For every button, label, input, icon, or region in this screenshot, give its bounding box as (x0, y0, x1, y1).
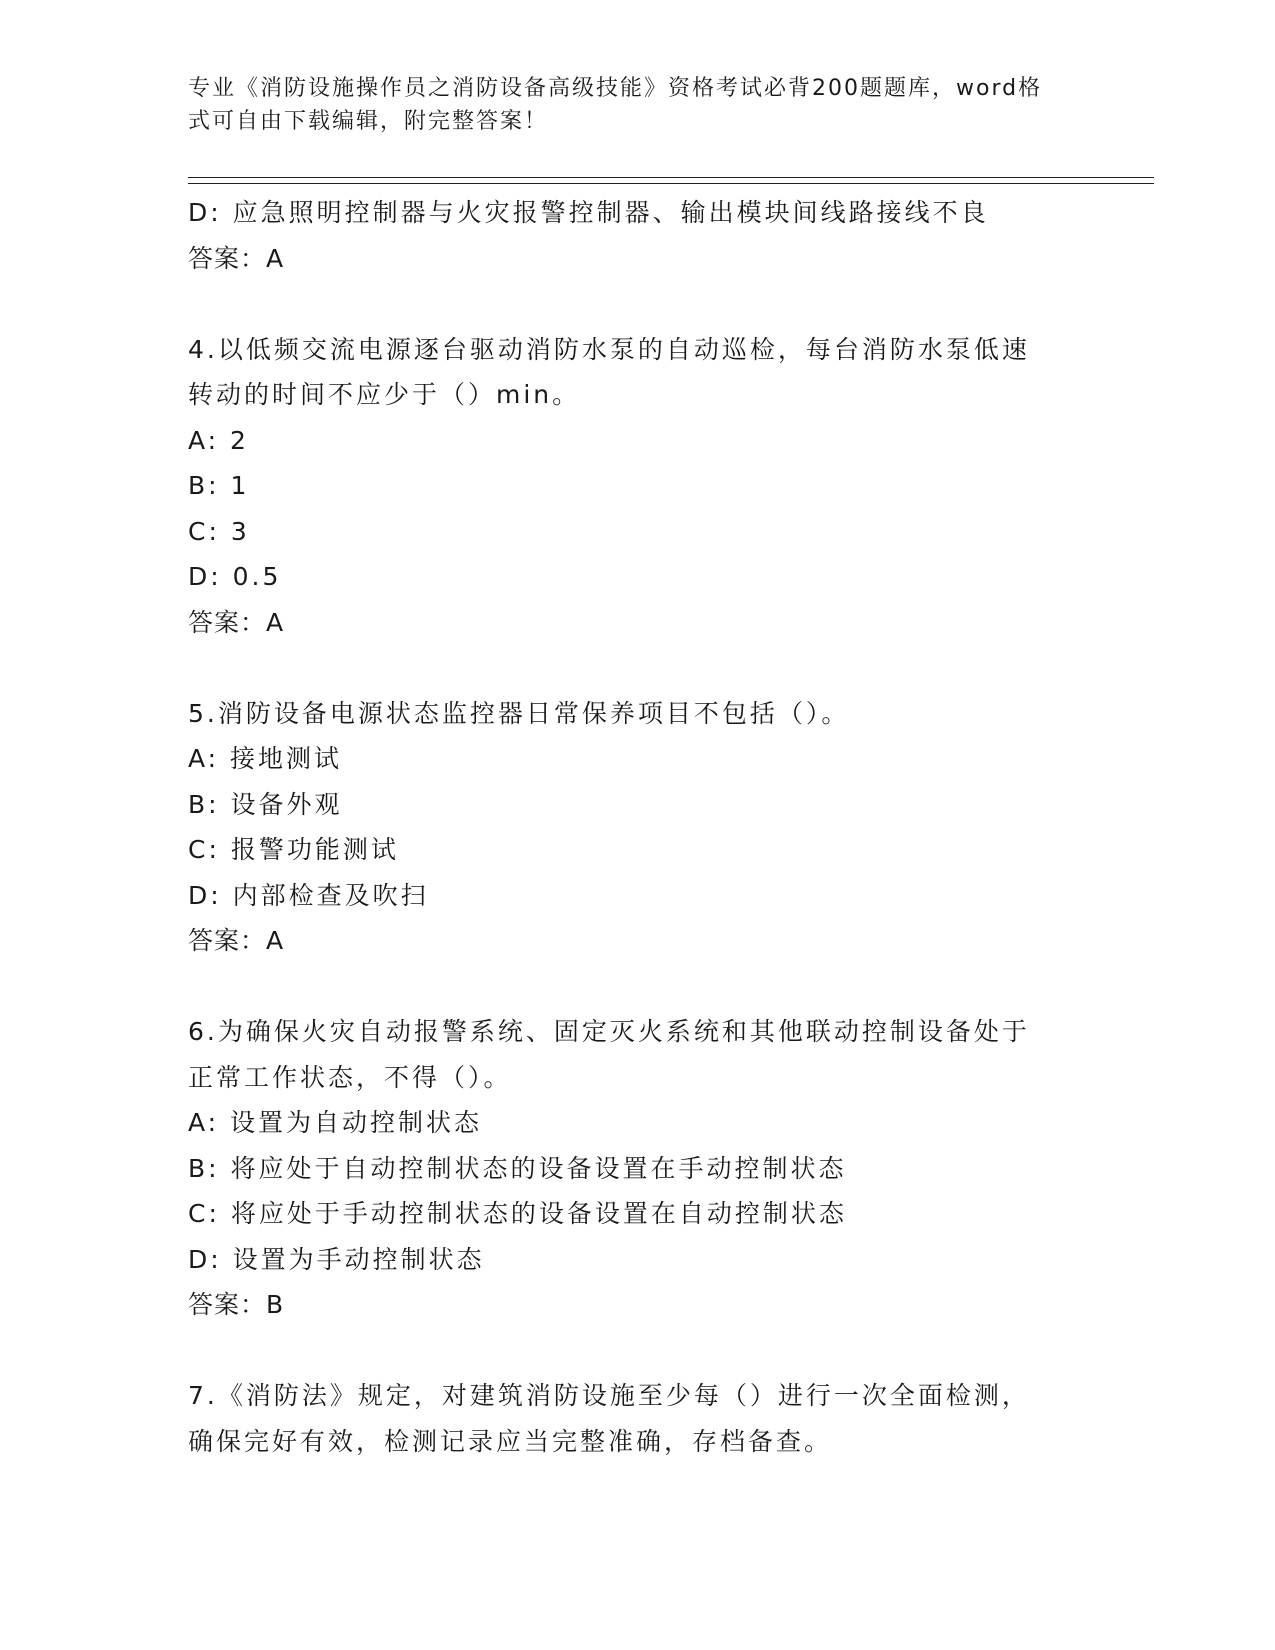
header-line-1: 专业《消防设施操作员之消防设备高级技能》资格考试必背200题题库，word格 (188, 76, 1043, 101)
option-a: A: 2 (188, 425, 249, 455)
option-b: B: 将应处于自动控制状态的设备设置在手动控制状态 (188, 1153, 847, 1183)
answer-line: 答案：A (188, 926, 285, 955)
spacer (188, 645, 1068, 691)
question-stem: 5.消防设备电源状态监控器日常保养项目不包括（）。 (188, 698, 850, 728)
option-c: C: 将应处于手动控制状态的设备设置在自动控制状态 (188, 1199, 847, 1228)
option-d: D: 0.5 (188, 562, 282, 591)
question-5 (188, 691, 1068, 964)
option-d: D: 内部检查及吹扫 (188, 880, 429, 910)
option-c: C: 报警功能测试 (188, 835, 399, 864)
question-stem-cont: 正常工作状态，不得（）。 (188, 1062, 512, 1092)
option-d: D: 设置为手动控制状态 (188, 1244, 485, 1274)
prev-question (188, 190, 1068, 281)
answer-line: 答案：A (188, 607, 285, 637)
question-stem-cont: 确保完好有效，检测记录应当完整准确，存档备查。 (188, 1426, 833, 1456)
document-header (188, 72, 1068, 138)
option-a: A: 设置为自动控制状态 (188, 1108, 483, 1137)
answer-line: 答案：B (188, 1290, 285, 1319)
option-d: D: 应急照明控制器与火灾报警控制器、输出模块间线路接线不良 (188, 198, 989, 227)
option-b: B: 设备外观 (188, 789, 343, 819)
question-6 (188, 1009, 1068, 1328)
question-4 (188, 327, 1068, 646)
question-7 (188, 1373, 1068, 1464)
question-stem: 4.以低频交流电源逐台驱动消防水泵的自动巡检，每台消防水泵低速 (188, 334, 1030, 364)
spacer (188, 281, 1068, 327)
option-c: C: 3 (188, 516, 250, 546)
question-stem: 7.《消防法》规定，对建筑消防设施至少每（）进行一次全面检测， (188, 1381, 1030, 1410)
header-rule-top (188, 177, 1154, 178)
header-rule-bottom (188, 183, 1154, 184)
spacer (188, 964, 1068, 1010)
spacer (188, 1328, 1068, 1374)
document-body (188, 190, 1068, 1464)
option-a: A: 接地测试 (188, 744, 343, 773)
question-stem-cont: 转动的时间不应少于（）min。 (188, 380, 581, 409)
answer-line: 答案：A (188, 243, 285, 273)
question-stem: 6.为确保火灾自动报警系统、固定灭火系统和其他联动控制设备处于 (188, 1017, 1030, 1046)
option-b: B: 1 (188, 471, 250, 500)
header-line-2: 式可自由下载编辑，附完整答案！ (188, 109, 549, 134)
